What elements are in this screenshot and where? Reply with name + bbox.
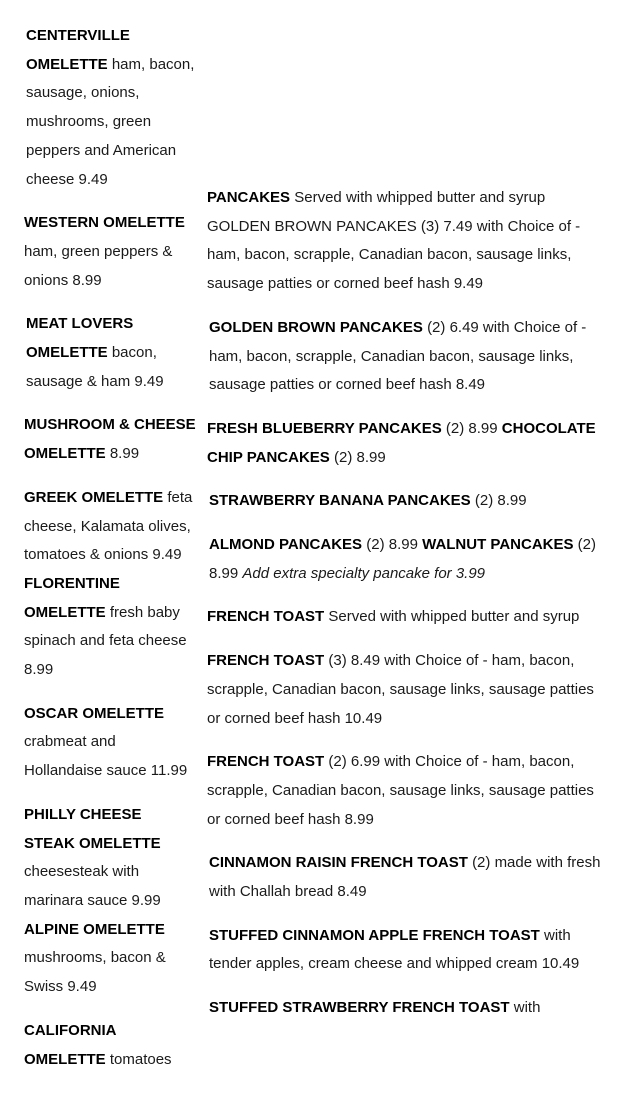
item-desc: (2) 6.99 with Choice of - ham, bacon, scrapple, Canadian bacon, sausage links, sausage patties or corned beef hash 8.99 [207,753,594,828]
item-desc: (2) 8.99 [474,492,527,510]
menu-item-french-toast-3 [207,647,603,733]
item-name: CINNAMON RAISIN FRENCH TOAST [209,854,468,872]
item-name: GOLDEN BROWN PANCAKES [209,318,423,336]
item-name: ALMOND PANCAKES [209,536,363,554]
menu-item-golden-brown-pancakes-2 [207,314,603,400]
item-name: PHILLY CHEESE STEAK OMELETTE [24,805,161,852]
item-name: FRESH BLUEBERRY PANCAKES [207,419,442,437]
item-desc: (2) 8.99 [333,448,386,466]
menu-item-french-toast-2 [207,748,603,834]
item-note: Add extra specialty pancake for 3.99 [242,564,486,582]
item-name: FRENCH TOAST [207,753,325,771]
menu-item-florentine-omelette [24,570,196,685]
item-desc: cheesesteak with marinara sauce 9.99 [24,863,161,909]
menu-item-meat-lovers-omelette [24,310,196,396]
item-name: FRENCH TOAST [207,652,325,670]
pancakes-section [207,184,603,299]
item-name: MEAT LOVERS OMELETTE [26,315,134,362]
item-desc: with [513,999,541,1017]
item-name: ALPINE OMELETTE [24,920,165,938]
item-name: WALNUT PANCAKES [422,536,574,554]
item-desc: (2) made with fresh with Challah bread 8.49 [209,854,601,901]
section-note: Served with whipped butter and syrup [328,608,580,626]
item-desc: crabmeat and Hollandaise sauce 11.99 [24,733,188,780]
item-desc: tomatoes [109,1050,172,1068]
item-desc: ham, bacon, sausage, onions, mushrooms, green peppers and American cheese 9.49 [26,55,195,188]
menu-item-centerville-omelette [24,22,196,194]
item-desc: (2) 8.99 [366,536,418,554]
item-name: CHOCOLATE CHIP PANCAKES [207,419,596,466]
item-name: STUFFED CINNAMON APPLE FRENCH TOAST [209,926,540,944]
item-name: FLORENTINE OMELETTE [24,574,120,621]
item-desc: bacon, sausage & ham 9.49 [26,344,164,390]
menu-item-stuffed-cinnamon-apple-french-toast [207,922,603,979]
menu-item-mushroom-cheese-omelette [24,411,196,468]
section-heading: PANCAKES [207,189,291,206]
menu-item-alpine-omelette [24,916,196,1002]
menu-item-almond-walnut-pancakes [207,531,603,588]
menu-item-western-omelette [24,209,196,295]
item-name: GREEK OMELETTE [24,488,164,506]
menu-item-strawberry-banana-pancakes [207,487,603,516]
menu-item-california-omelette [24,1017,196,1074]
item-desc: (2) 8.99 [209,536,597,582]
section-heading: FRENCH TOAST [207,608,325,626]
menu-item-philly-cheese-steak-omelette [24,801,196,916]
item-name: MUSHROOM & CHEESE OMELETTE [24,416,196,463]
item-desc: (3) 8.49 with Choice of - ham, bacon, scrapple, Canadian bacon, sausage links, sausage patties or corned beef hash 10.49 [207,652,594,727]
menu-item-greek-omelette [24,484,196,570]
french-toast-section [207,603,603,632]
pancakes-french-toast-column [207,184,603,1023]
item-desc: fresh baby spinach and feta cheese 8.99 [24,603,187,679]
item-desc: (2) 6.49 with Choice of - ham, bacon, scrapple, Canadian bacon, sausage links, sausage patties or corned beef hash 8.49 [209,318,587,394]
item-name: STRAWBERRY BANANA PANCAKES [209,492,471,510]
item-name: STUFFED STRAWBERRY FRENCH TOAST [209,999,510,1017]
item-name: WESTERN OMELETTE [24,214,185,232]
menu-item-blueberry-chocolate-pancakes [207,415,603,472]
item-name: CENTERVILLE OMELETTE [26,27,130,73]
menu-item-stuffed-strawberry-french-toast [207,994,603,1023]
menu-item-oscar-omelette [24,700,196,786]
item-desc: (2) 8.99 [445,419,498,437]
omelette-column [24,22,196,1074]
item-desc: GOLDEN BROWN PANCAKES (3) 7.49 with Choice of - ham, bacon, scrapple, Canadian bacon, sausage links, sausage patties or corned beef hash 9.49 [207,217,581,293]
item-name: OSCAR OMELETTE [24,704,165,722]
item-desc: feta cheese, Kalamata olives, tomatoes & onions 9.49 [24,488,193,564]
item-desc: ham, green peppers & onions 8.99 [24,242,173,289]
item-desc: with tender apples, cream cheese and whipped cream 10.49 [209,926,580,973]
item-desc: mushrooms, bacon & Swiss 9.49 [24,949,166,996]
item-name: CALIFORNIA OMELETTE [24,1021,116,1068]
item-desc: 8.99 [109,445,140,463]
section-note: Served with whipped butter and syrup [294,189,546,206]
menu-item-cinnamon-raisin-french-toast [207,849,603,906]
